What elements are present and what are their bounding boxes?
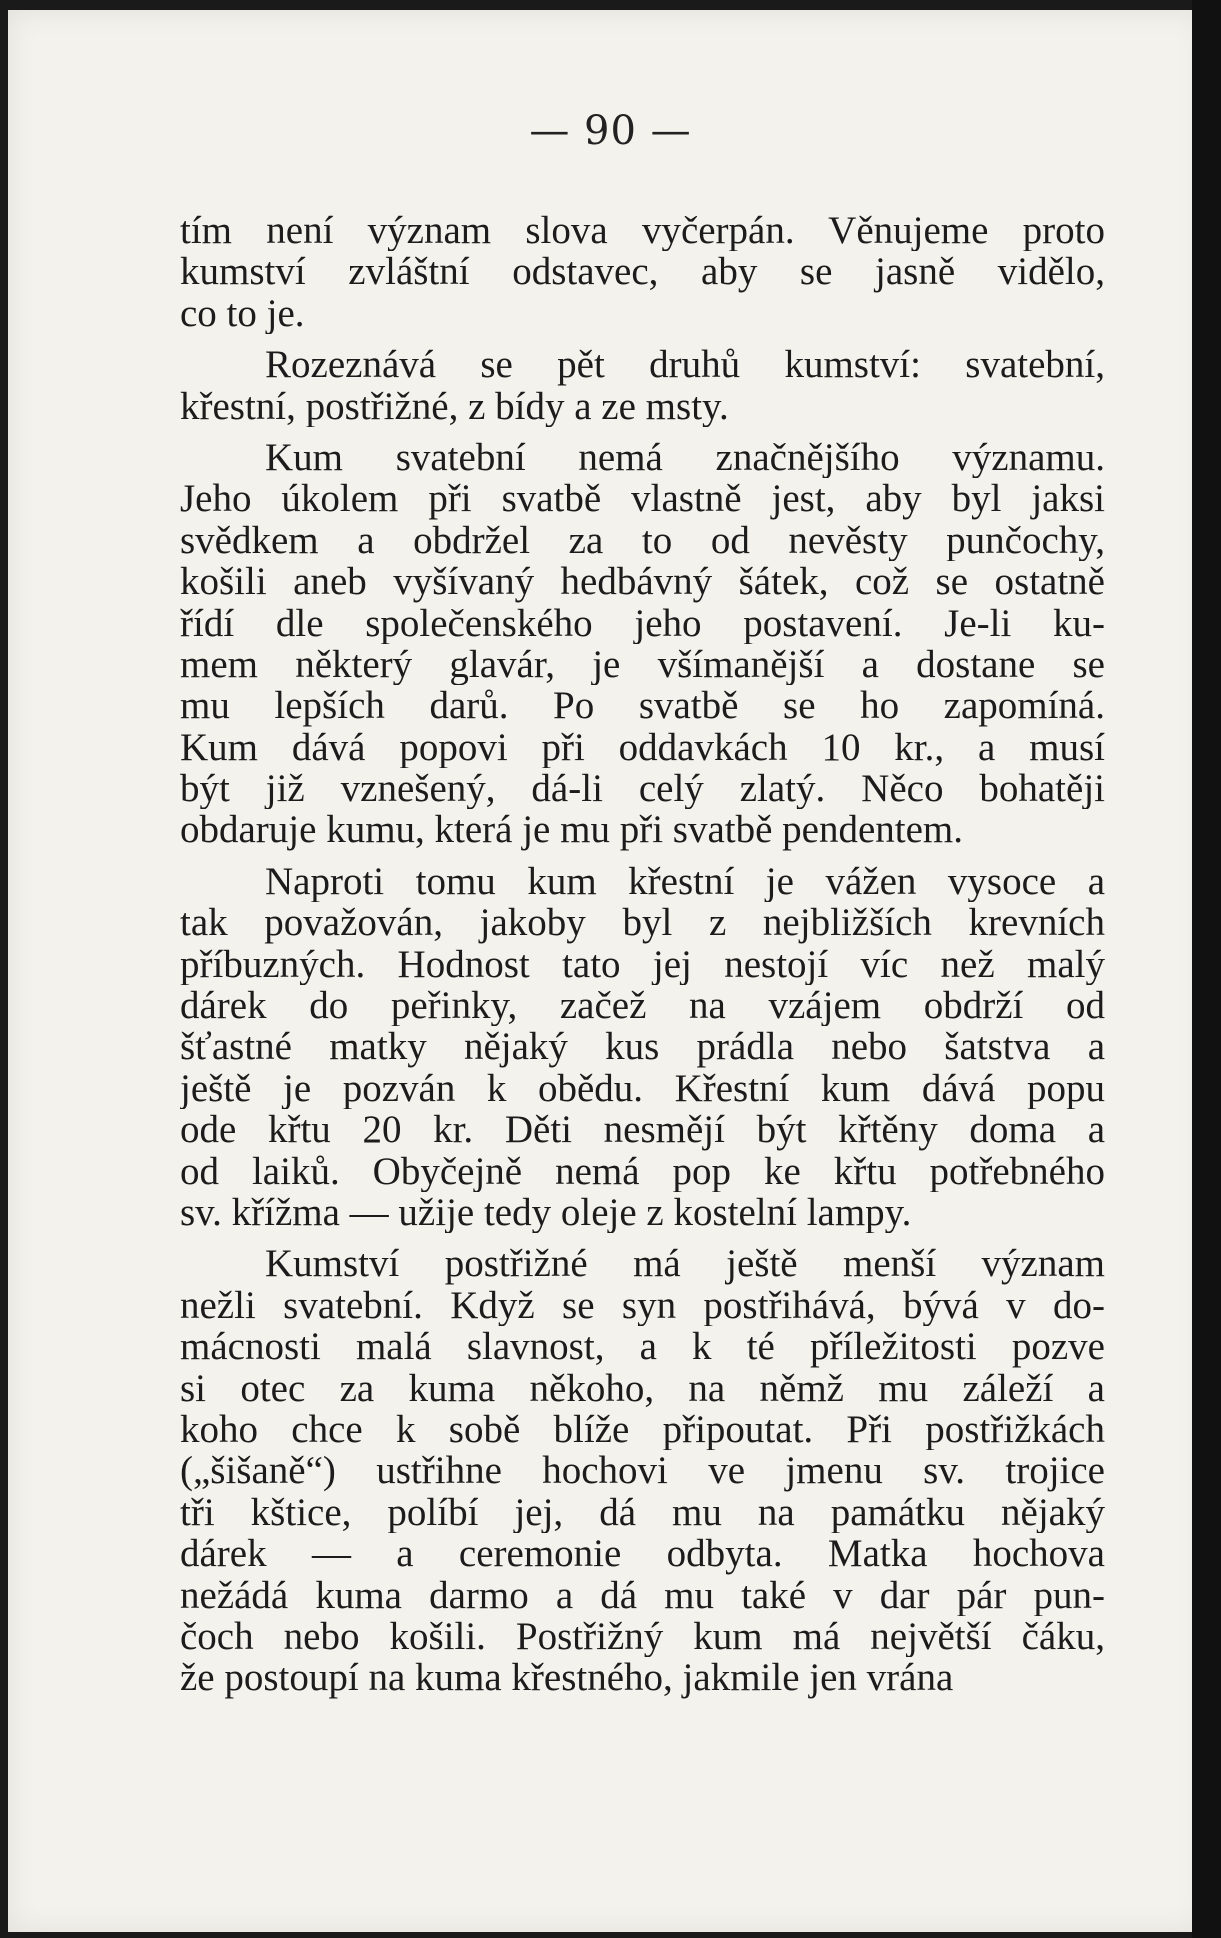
- text-line: Kumství postřižné má ještě menší význam: [265, 1243, 1105, 1285]
- text-line: Jeho úkolem při svatbě vlastně jest, aby byl jaksi: [180, 478, 1105, 520]
- paragraph: [180, 1243, 1105, 1698]
- text-line: křestní, postřižné, z bídy a ze msty.: [180, 385, 729, 427]
- text-line: svědkem a obdržel za to od nevěsty punčochy,: [180, 519, 1105, 562]
- text-line: od laiků. Obyčejně nemá pop ke křtu potřebného: [180, 1150, 1105, 1192]
- text-line: si otec za kuma někoho, na němž mu záleží a: [180, 1367, 1105, 1409]
- paragraph: [180, 861, 1105, 1234]
- text-line: sv. křížma — užije tedy oleje z kostelní lampy.: [180, 1191, 912, 1234]
- text-line: šťastné matky nějaký kus prádla nebo šatstva a: [180, 1026, 1105, 1068]
- text-line: být již vznešený, dá-li celý zlatý. Něco bohatěji: [180, 768, 1105, 810]
- text-line: tak považován, jakoby byl z nejbližších krevních: [180, 902, 1105, 944]
- text-line: košili aneb vyšívaný hedbávný šátek, což se ostatně: [180, 561, 1105, 603]
- text-line: čoch nebo košili. Postřižný kum má největší čáku,: [180, 1615, 1105, 1658]
- text-line: příbuzných. Hodnost tato jej nestojí víc než malý: [180, 943, 1105, 986]
- text-line: Naproti tomu kum křestní je vážen vysoce a: [265, 860, 1105, 903]
- text-line: obdaruje kumu, která je mu při svatbě pendentem.: [180, 809, 964, 851]
- text-line: ještě je pozván k obědu. Křestní kum dává popu: [180, 1067, 1105, 1110]
- text-line: tři kštice, políbí jej, dá mu na památku nějaký: [180, 1491, 1105, 1534]
- text-line: mem některý glavár, je všímanější a dostane se: [180, 643, 1105, 686]
- text-line: mu lepších darů. Po svatbě se ho zapomíná.: [180, 685, 1105, 727]
- text-line: mácnosti malá slavnost, a k té příležitosti pozve: [180, 1326, 1105, 1368]
- paragraph: [180, 437, 1105, 851]
- text-line: kumství zvláštní odstavec, aby se jasně vidělo,: [180, 251, 1105, 293]
- text-line: tím není význam slova vyčerpán. Věnujeme proto: [180, 210, 1105, 252]
- paragraph: [180, 344, 1105, 427]
- text-line: koho chce k sobě blíže připoutat. Při postřižkách: [180, 1408, 1105, 1451]
- text-line: Rozeznává se pět druhů kumství: svatební,: [265, 344, 1105, 386]
- text-line: že postoupí na kuma křestného, jakmile jen vrána: [180, 1657, 954, 1699]
- paragraph: [180, 210, 1105, 334]
- text-line: Kum dává popovi při oddavkách 10 kr., a musí: [180, 726, 1105, 769]
- page-number: — 90 —: [529, 108, 692, 154]
- text-line: dárek do peřinky, začež na vzájem obdrží od: [180, 985, 1105, 1027]
- text-line: co to je.: [180, 292, 305, 335]
- page-edge-shadow: [1192, 0, 1221, 1938]
- text-line: („šišaně“) ustřihne hochovi ve jmenu sv. trojice: [180, 1450, 1105, 1492]
- text-line: dárek — a ceremonie odbyta. Matka hochova: [180, 1533, 1105, 1575]
- text-line: ode křtu 20 kr. Děti nesmějí být křtěny doma a: [180, 1109, 1105, 1151]
- text-line: nežli svatební. Když se syn postřihává, bývá v do-: [180, 1284, 1105, 1327]
- text-line: nežádá kuma darmo a dá mu také v dar pár pun-: [180, 1574, 1105, 1616]
- body-text: [180, 210, 1105, 1709]
- text-line: řídí dle společenského jeho postavení. Je-li ku-: [180, 602, 1105, 644]
- text-line: Kum svatební nemá značnějšího významu.: [265, 436, 1105, 479]
